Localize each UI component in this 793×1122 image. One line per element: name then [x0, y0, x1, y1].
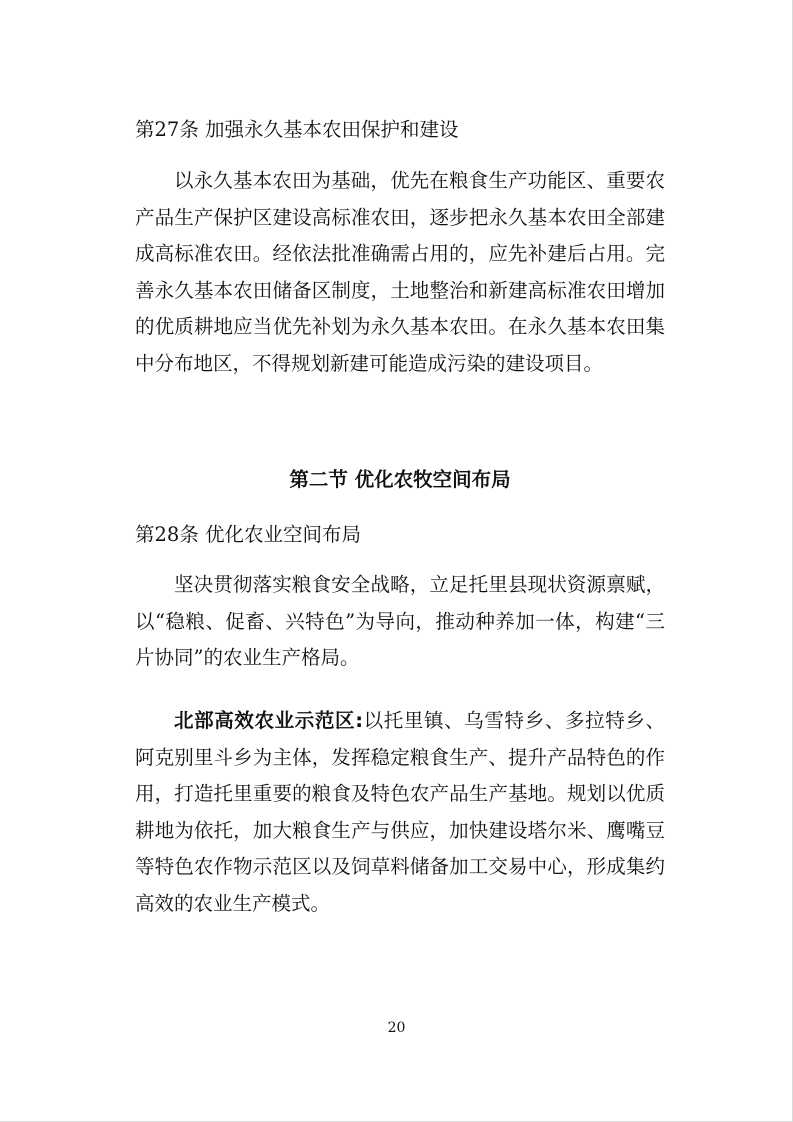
article-27-body: 以永久基本农田为基础，优先在粮食生产功能区、重要农产品生产保护区建设高标准农田，逐步把永久基本农田全部建成高标准农田。经依法批准确需占用的，应先补建后占用。完善永久基本农田储备区制度，土地整治和新建高标准农田增加的优质耕地应当优先补划为永久基本农田。在永久基本农田集中分布地区，不得规划新建可能造成污染的建设项目。 — [135, 169, 665, 375]
north-zone-paragraph — [135, 703, 665, 922]
north-zone-body: 以托里镇、乌雪特乡、多拉特乡、阿克别里斗乡为主体，发挥稳定粮食生产、提升产品特色的作用，打造托里重要的粮食及特色农产品生产基地。规划以优质耕地为依托，加大粮食生产与供应，加快建设塔尔米、鹰嘴豆等特色农作物示范区以及饲草料储备加工交易中心，形成集约高效的农业生产模式。 — [135, 709, 665, 915]
article-27-heading: 第27条 加强永久基本农田保护和建设 — [135, 118, 459, 141]
section-heading: 第二节 优化农牧空间布局 — [289, 468, 511, 491]
page-number: 20 — [387, 1020, 406, 1036]
article-28-heading: 第28条 优化农业空间布局 — [135, 523, 362, 546]
north-zone-lead: 北部高效农业示范区: — [174, 709, 363, 732]
article-28-body: 坚决贯彻落实粮食安全战略，立足托里县现状资源禀赋，以“稳粮、促畜、兴特色”为导向，推动种养加一体，构建“三片协同”的农业生产格局。 — [135, 573, 665, 669]
